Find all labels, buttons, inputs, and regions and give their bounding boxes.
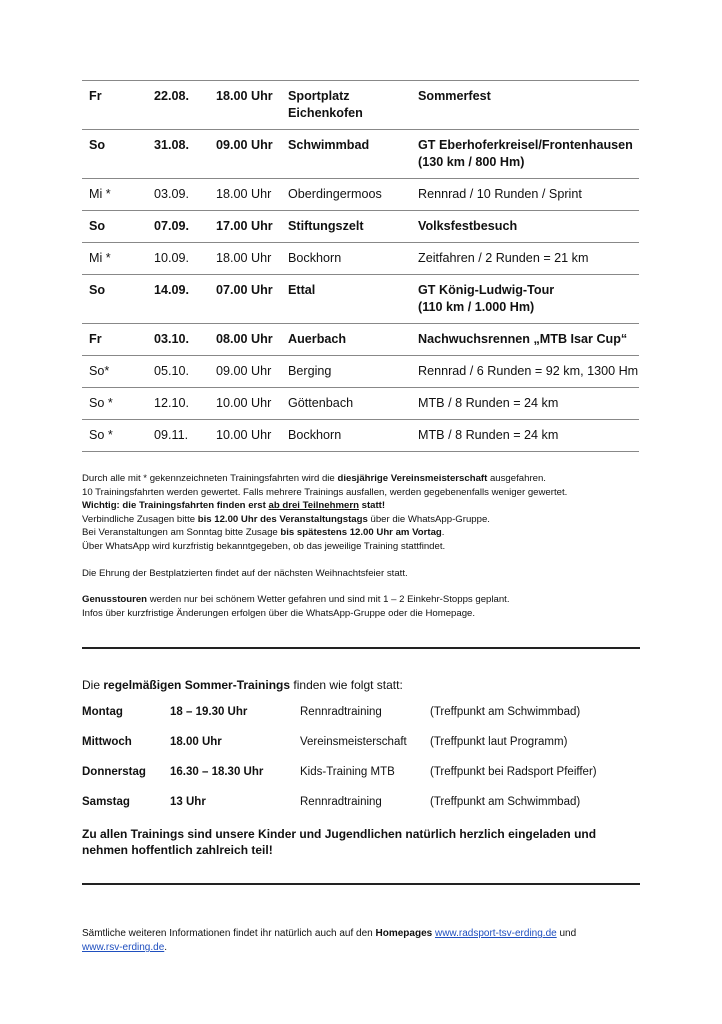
schedule-time: 18.00 Uhr [216,89,273,103]
schedule-time: 18.00 Uhr [216,251,272,265]
notes-section [82,472,642,620]
schedule-time: 10.00 Uhr [216,396,272,410]
schedule-day: So * [89,428,113,442]
training-type: Rennradtraining [300,706,382,718]
schedule-day: So [89,219,106,233]
schedule-row [82,243,639,275]
schedule-day: So [89,138,106,152]
schedule-row [82,324,639,356]
schedule-date: 09.11. [154,428,189,442]
schedule-row [82,81,639,130]
schedule-row [82,388,639,420]
schedule-place: Ettal [288,283,316,297]
schedule-date: 07.09. [154,219,190,233]
training-meet: (Treffpunkt laut Programm) [430,736,568,748]
schedule-day: Fr [89,89,102,103]
schedule-event: Rennrad / 10 Runden / Sprint [418,187,582,201]
schedule-day: Mi * [89,187,111,201]
schedule-place: Berging [288,364,332,378]
schedule-date: 22.08. [154,89,190,103]
schedule-event: GT Eberhoferkreisel/Frontenhausen (130 km / 800 Hm) [418,138,633,169]
schedule-place: Bockhorn [288,251,342,265]
schedule-place: Göttenbach [288,396,354,410]
schedule-time: 17.00 Uhr [216,219,273,233]
schedule-event: GT König-Ludwig-Tour (110 km / 1.000 Hm) [418,283,555,314]
schedule-date: 05.10. [154,364,190,378]
schedule-row [82,275,639,324]
note-line: Verbindliche Zusagen bitte bis 12.00 Uhr des Veranstaltungstags über die WhatsApp-Gruppe. [82,513,490,525]
regular-trainings-intro: Die regelmäßigen Sommer-Trainings finden wie folgt statt: [82,678,403,692]
note-line: Durch alle mit * gekennzeichneten Trainingsfahrten wird die diesjährige Vereinsmeisterschaft ausgefahren. [82,473,546,484]
training-type: Kids-Training MTB [300,766,395,778]
schedule-time: 08.00 Uhr [216,332,273,346]
training-row [82,736,642,766]
divider [82,647,640,649]
schedule-day: Fr [89,332,102,346]
schedule-time: 09.00 Uhr [216,364,272,378]
schedule-event: Nachwuchsrennen „MTB Isar Cup“ [418,332,628,346]
schedule-row [82,356,639,388]
training-day: Montag [82,706,123,718]
schedule-time: 07.00 Uhr [216,283,273,297]
training-meet: (Treffpunkt am Schwimmbad) [430,796,581,808]
training-day: Mittwoch [82,736,132,748]
schedule-place: Bockhorn [288,428,342,442]
schedule-time: 10.00 Uhr [216,428,272,442]
note-line: Infos über kurzfristige Änderungen erfolgen über die WhatsApp-Gruppe oder die Homepage. [82,607,476,619]
schedule-row [82,211,639,243]
divider [82,883,640,885]
training-day: Samstag [82,796,130,808]
training-row [82,766,642,796]
training-meet: (Treffpunkt bei Radsport Pfeiffer) [430,766,597,778]
schedule-time: 09.00 Uhr [216,138,273,152]
schedule-event: Sommerfest [418,89,491,103]
schedule-date: 31.08. [154,138,190,152]
training-type: Vereinsmeisterschaft [300,736,407,748]
training-row [82,796,642,826]
training-time: 13 Uhr [170,796,206,808]
schedule-day: Mi * [89,251,111,265]
schedule-date: 03.09. [154,187,190,201]
invitation-text: Zu allen Trainings sind unsere Kinder und Jugendlichen natürlich herzlich eingeladen und nehmen hoffentlich zahlreich teil! [82,827,597,857]
training-type: Rennradtraining [300,796,382,808]
schedule-place: Sportplatz Eichenkofen [288,89,363,120]
schedule-event: Rennrad / 6 Runden = 92 km, 1300 Hm [418,364,639,378]
training-time: 16.30 – 18.30 Uhr [170,766,264,778]
schedule-day: So* [89,364,110,378]
schedule-time: 18.00 Uhr [216,187,272,201]
homepage-link[interactable]: www.radsport-tsv-erding.de [434,928,557,939]
note-line: Die Ehrung der Bestplatzierten findet auf der nächsten Weihnachtsfeier statt. [82,567,408,579]
schedule-date: 12.10. [154,396,190,410]
training-time: 18.00 Uhr [170,736,222,748]
schedule-row [82,420,639,452]
footer-text: Sämtliche weiteren Informationen findet ihr natürlich auch auf den Homepages www.radsport-tsv-erding.de und www.rsv-erding.de. [82,928,577,953]
homepage-link[interactable]: www.rsv-erding.de [82,942,165,953]
schedule-day: So [89,283,106,297]
note-line: Bei Veranstaltungen am Sonntag bitte Zusage bis spätestens 12.00 Uhr am Vortag. [82,527,445,539]
schedule-place: Oberdingermoos [288,187,382,201]
training-row [82,706,642,736]
training-time: 18 – 19.30 Uhr [170,706,248,718]
schedule-event: Zeitfahren / 2 Runden = 21 km [418,251,589,265]
note-line: Über WhatsApp wird kurzfristig bekanntgegeben, ob das jeweilige Training stattfindet. [82,540,446,552]
regular-trainings-table [82,706,642,826]
schedule-event: MTB / 8 Runden = 24 km [418,428,559,442]
schedule-event: Volksfestbesuch [418,219,518,233]
schedule-table [82,80,639,452]
schedule-place: Auerbach [288,332,347,346]
schedule-place: Schwimmbad [288,138,370,152]
training-day: Donnerstag [82,766,146,778]
schedule-date: 14.09. [154,283,190,297]
schedule-place: Stiftungszelt [288,219,364,233]
schedule-date: 03.10. [154,332,190,346]
schedule-row [82,179,639,211]
schedule-day: So * [89,396,113,410]
note-line: 10 Trainingsfahrten werden gewertet. Falls mehrere Trainings ausfallen, werden gegebenenfalls weniger gewertet. [82,486,568,498]
schedule-event: MTB / 8 Runden = 24 km [418,396,559,410]
schedule-row [82,130,639,179]
note-line: Wichtig: die Trainingsfahrten finden erst ab drei Teilnehmern statt! [82,500,386,512]
note-line: Genusstouren werden nur bei schönem Wetter gefahren und sind mit 1 – 2 Einkehr-Stopps geplant. [82,594,510,606]
training-meet: (Treffpunkt am Schwimmbad) [430,706,581,718]
schedule-date: 10.09. [154,251,190,265]
